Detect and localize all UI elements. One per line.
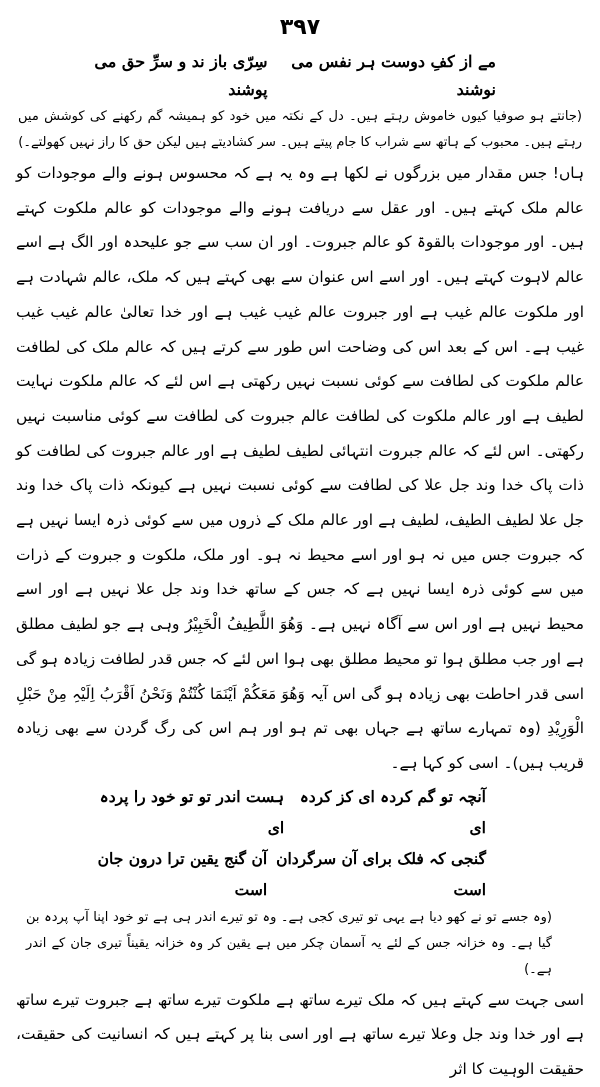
couplet-1-first-hemistich: آنچہ تو گم کردہ ای کز کردہ ای — [299, 786, 486, 837]
body-paragraph: ہاں! جس مقدار میں بزرگوں نے لکھا ہے وہ یہ ہے کہ محسوس ہونے والے موجودات کو عالم ملک کہتے ہیں۔ اور عقل سے دریافت ہونے والے موجودات کو عالم ملکوت کہتے ہیں۔ اور موجودات بالقوۃ کو عالم جبروت۔ اور ان سب سے جو علیحدہ اور الگ ہے اسے عالم لاہوت کہتے ہیں۔ اور اسے اس عنوان سے بھی کہتے ہیں کہ ملک، عالم شہادت ہے اور ملکوت عالم غیب ہے اور جبروت عالم غیب غیب ہے اور خدا تعالیٰ عالم غیب غیب غیب ہے۔ اس کے بعد اس کی وضاحت اس طور سے کرتے ہیں کہ عالم ملک کی لطافت عالم ملکوت کی لطافت سے کوئی نسبت نہیں رکھتی ہے اس لئے کہ عالم ملکوت نہایت لطیف ہے اور عالم ملکوت کی لطافت عالم جبروت کی لطافت سے کوئی مناسبت نہیں رکھتی۔ اس لئے کہ عالم جبروت انتہائی لطیف لطیف ہے اور عالم جبروت کی لطافت کو ذات پاک خدا وند جل علا کی لطافت سے کوئی نسبت نہیں ہے کیونکہ ذات پاک خدا وند جل علا لطیف الطیف، لطیف ہے اور عالم ملک کے ذروں میں سے کوئی ذرہ ایسا نہیں ہے کہ جبروت جس میں نہ ہو اور اسے محیط نہ ہو۔ اور ملک، ملکوت و جبروت کے ذرات میں سے کوئی ذرہ ایسا نہیں ہے کہ جس کے ساتھ خدا وند جل علا نہیں ہے اور اسے محیط نہیں ہے اور اس سے آگاہ نہیں ہے۔ وَھُوَ اللَّطِیفُ الْخَبِیْرُ وہی ہے جو لطیف مطلق ہے اور جب مطلق ہوا تو محیط مطلق بھی ہوا اس لئے کہ جس قدر لطافت زیادہ ہو گی اسی قدر احاطت بھی زیادہ ہو گی اس آیہ وَھُوَ مَعَکُمْ اَیْنَمَا کُنْتُمْ وَنَحْنُ اَقْرَبُ اِلَیْہِ مِنْ حَبْلِ الْوَرِیْدِ (وہ تمہارے ساتھ ہے جہاں بھی تم ہو اور ہم اس کی رگ گردن سے بھی زیادہ قریب ہیں)۔ اسی کو کہا ہے۔ — [16, 164, 584, 772]
persian-verse — [14, 48, 586, 104]
poem-couplet-1 — [14, 781, 586, 843]
page-number: ۳۹۷ — [279, 15, 321, 40]
couplet-1-second-hemistich: ہست اندر تو تو خود را پردہ ای — [99, 786, 285, 837]
verse-translation: (جانتے ہو صوفیا کیوں خاموش رہتے ہیں۔ دل کے نکتہ میں خود کو ہمیشہ گم رکھنے کی کوشش میں رہتے ہیں۔ محبوب کے ہاتھ سے شراب کا جام پیتے ہیں۔ سر کشادیتے ہیں لیکن حق کا راز نہیں کھولتے۔) — [18, 109, 582, 150]
couplet-2-second-hemistich: آن گنج یقین ترا درون جان است — [97, 848, 268, 899]
couplet-2-first-hemistich: گنجی کہ فلک برای آن سرگردان است — [276, 848, 486, 899]
verse-first-hemistich: مے از کفِ دوست ہر نفس می نوشند — [291, 52, 496, 99]
poem-translation-block — [14, 905, 586, 983]
poem-translation: (وہ جسے تو نے کھو دیا ہے یہی تو تیری کجی ہے۔ وہ تو تیرے اندر ہی ہے تو خود اپنا آپ پردہ بن گیا ہے۔ وہ خزانہ جس کے لئے یہ آسمان چکر میں ہے یقین کر وہ خزانہ یقیناً تیری جان کے اندر ہے۔) — [26, 909, 552, 977]
verse-second-hemistich: سِرّی باز ند و سرِّ حق می پوشند — [94, 52, 268, 99]
closing-paragraph: اسی جہت سے کہتے ہیں کہ ملک تیرے ساتھ ہے ملکوت تیرے ساتھ ہے جبروت تیرے ساتھ ہے اور خدا وند جل وعلا تیرے ساتھ ہے اور اسی بنا پر کہتے ہیں کہ انسانیت کی حقیقت، حقیقت الوہیت کا اثر — [16, 990, 584, 1079]
poem-couplet-2 — [14, 843, 586, 905]
